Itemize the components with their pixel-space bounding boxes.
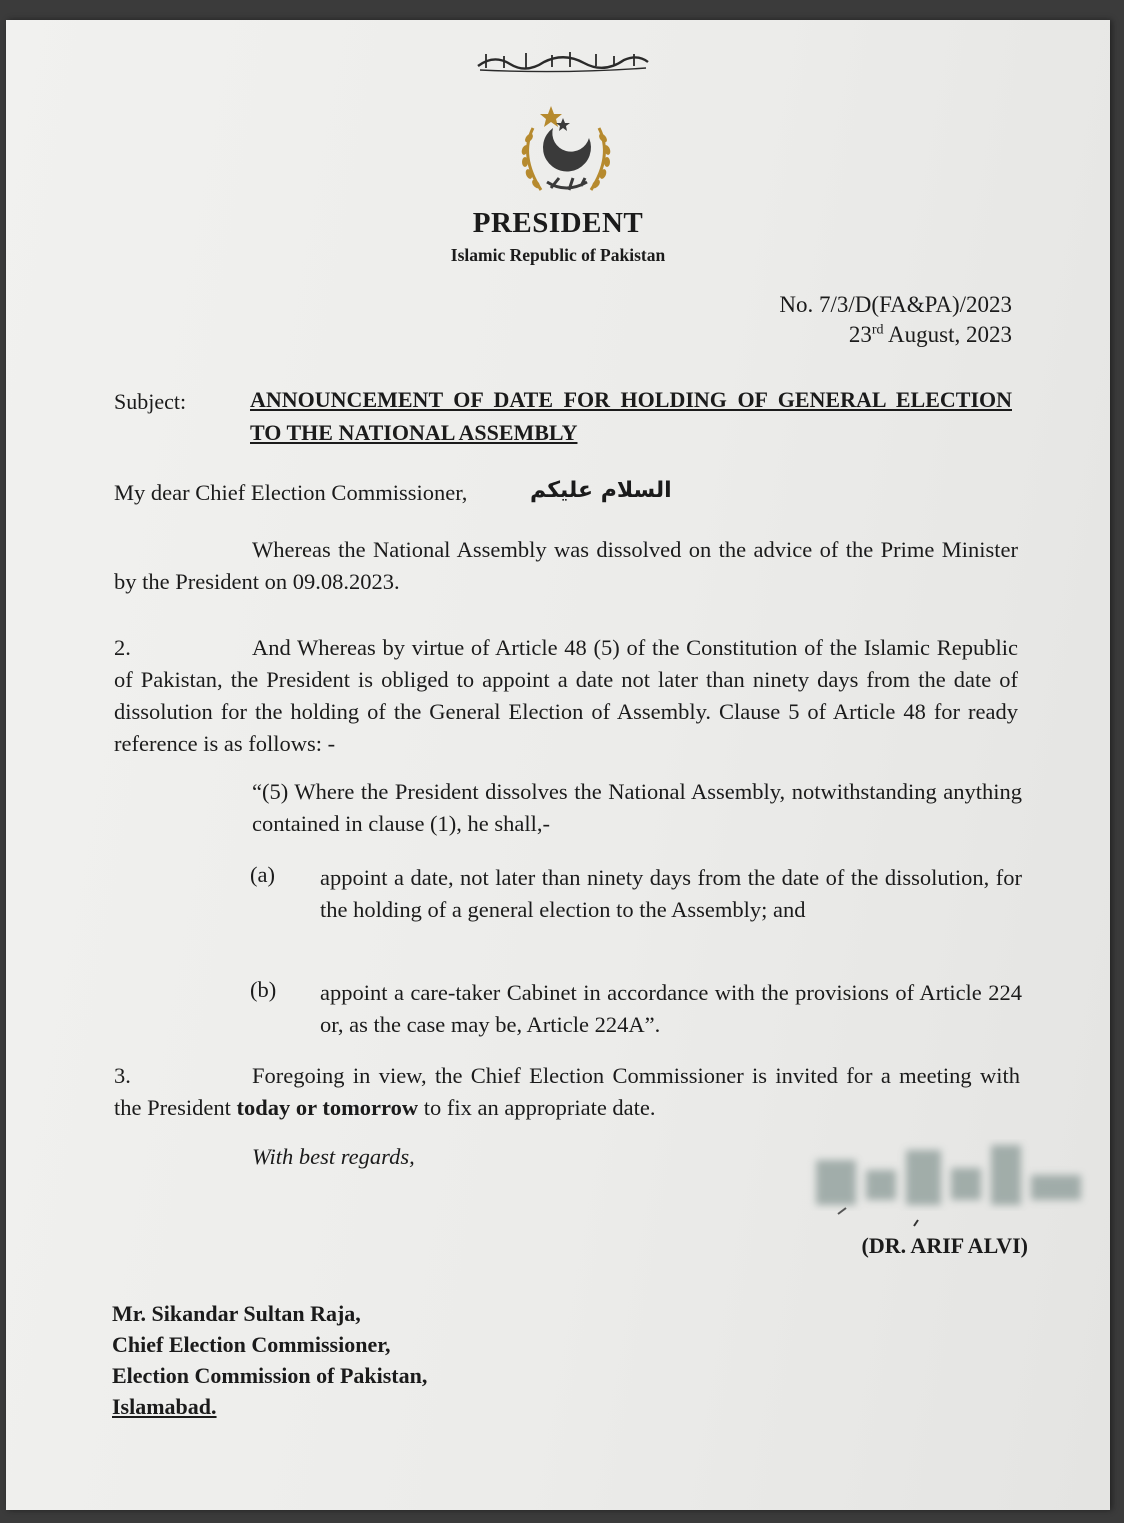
closing-regards: With best regards, [252,1144,415,1169]
paragraph-3: 3. Foregoing in view, the Chief Election Commissioner is invited for a meeting with the President today or tomorrow to fix an appropriate date. [114,1060,1020,1124]
addressee-block [112,1298,427,1422]
quoted-clause-5: “(5) Where the President dissolves the National Assembly, notwithstanding anything contained in clause (1), he shall,- [252,779,1022,836]
letterhead-title: PRESIDENT [472,207,644,239]
letter-date: 23rd August, 2023 [848,322,1012,347]
clause-b-text: appoint a care-taker Cabinet in accordance with the provisions of Article 224 or, as the case may be, Article 224A”. [320,980,1022,1037]
addressee-city: Islamabad. [112,1394,217,1419]
paragraph-number: 2. [114,635,131,660]
blurred-signature [786,1130,1106,1240]
addressee-organization: Election Commission of Pakistan, [112,1363,428,1388]
signatory-name: (DR. ARIF ALVI) [861,1233,1028,1258]
paragraph-1: Whereas the National Assembly was dissolved on the advice of the Prime Minister by the President on 09.08.2023. [114,537,1018,594]
clause-b-label: (b) [250,977,277,1002]
subject-text: ANNOUNCEMENT OF DATE FOR HOLDING OF GENERAL ELECTION TO THE NATIONAL ASSEMBLY [250,387,1012,445]
clause-a-label: (a) [250,862,275,887]
salutation: My dear Chief Election Commissioner, [114,480,468,505]
presidential-emblem-icon [511,98,621,210]
clause-a-text: appoint a date, not later than ninety days from the date of the dissolution, for the holding of a general election to the Assembly; and [320,865,1022,922]
letterhead-subtitle: Islamic Republic of Pakistan [450,245,666,265]
subject-label: Subject: [114,389,187,414]
paragraph-2: 2. And Whereas by virtue of Article 48 (5) of the Constitution of the Islamic Republic of Pakistan, the President is obliged to appoint a date not later than ninety days from the date of dissolution for the holding of the General Election of Assembly. Clause 5 of Article 48 for ready reference is as follows: - [114,632,1018,760]
bismillah-calligraphy [474,48,652,74]
addressee-name: Mr. Sikandar Sultan Raja, [112,1301,361,1326]
letter-page [6,20,1110,1510]
reference-number: No. 7/3/D(FA&PA)/2023 [779,292,1012,317]
paragraph-number: 3. [114,1063,131,1088]
urdu-greeting: السلام علیکم [530,478,672,503]
addressee-title: Chief Election Commissioner, [112,1332,391,1357]
